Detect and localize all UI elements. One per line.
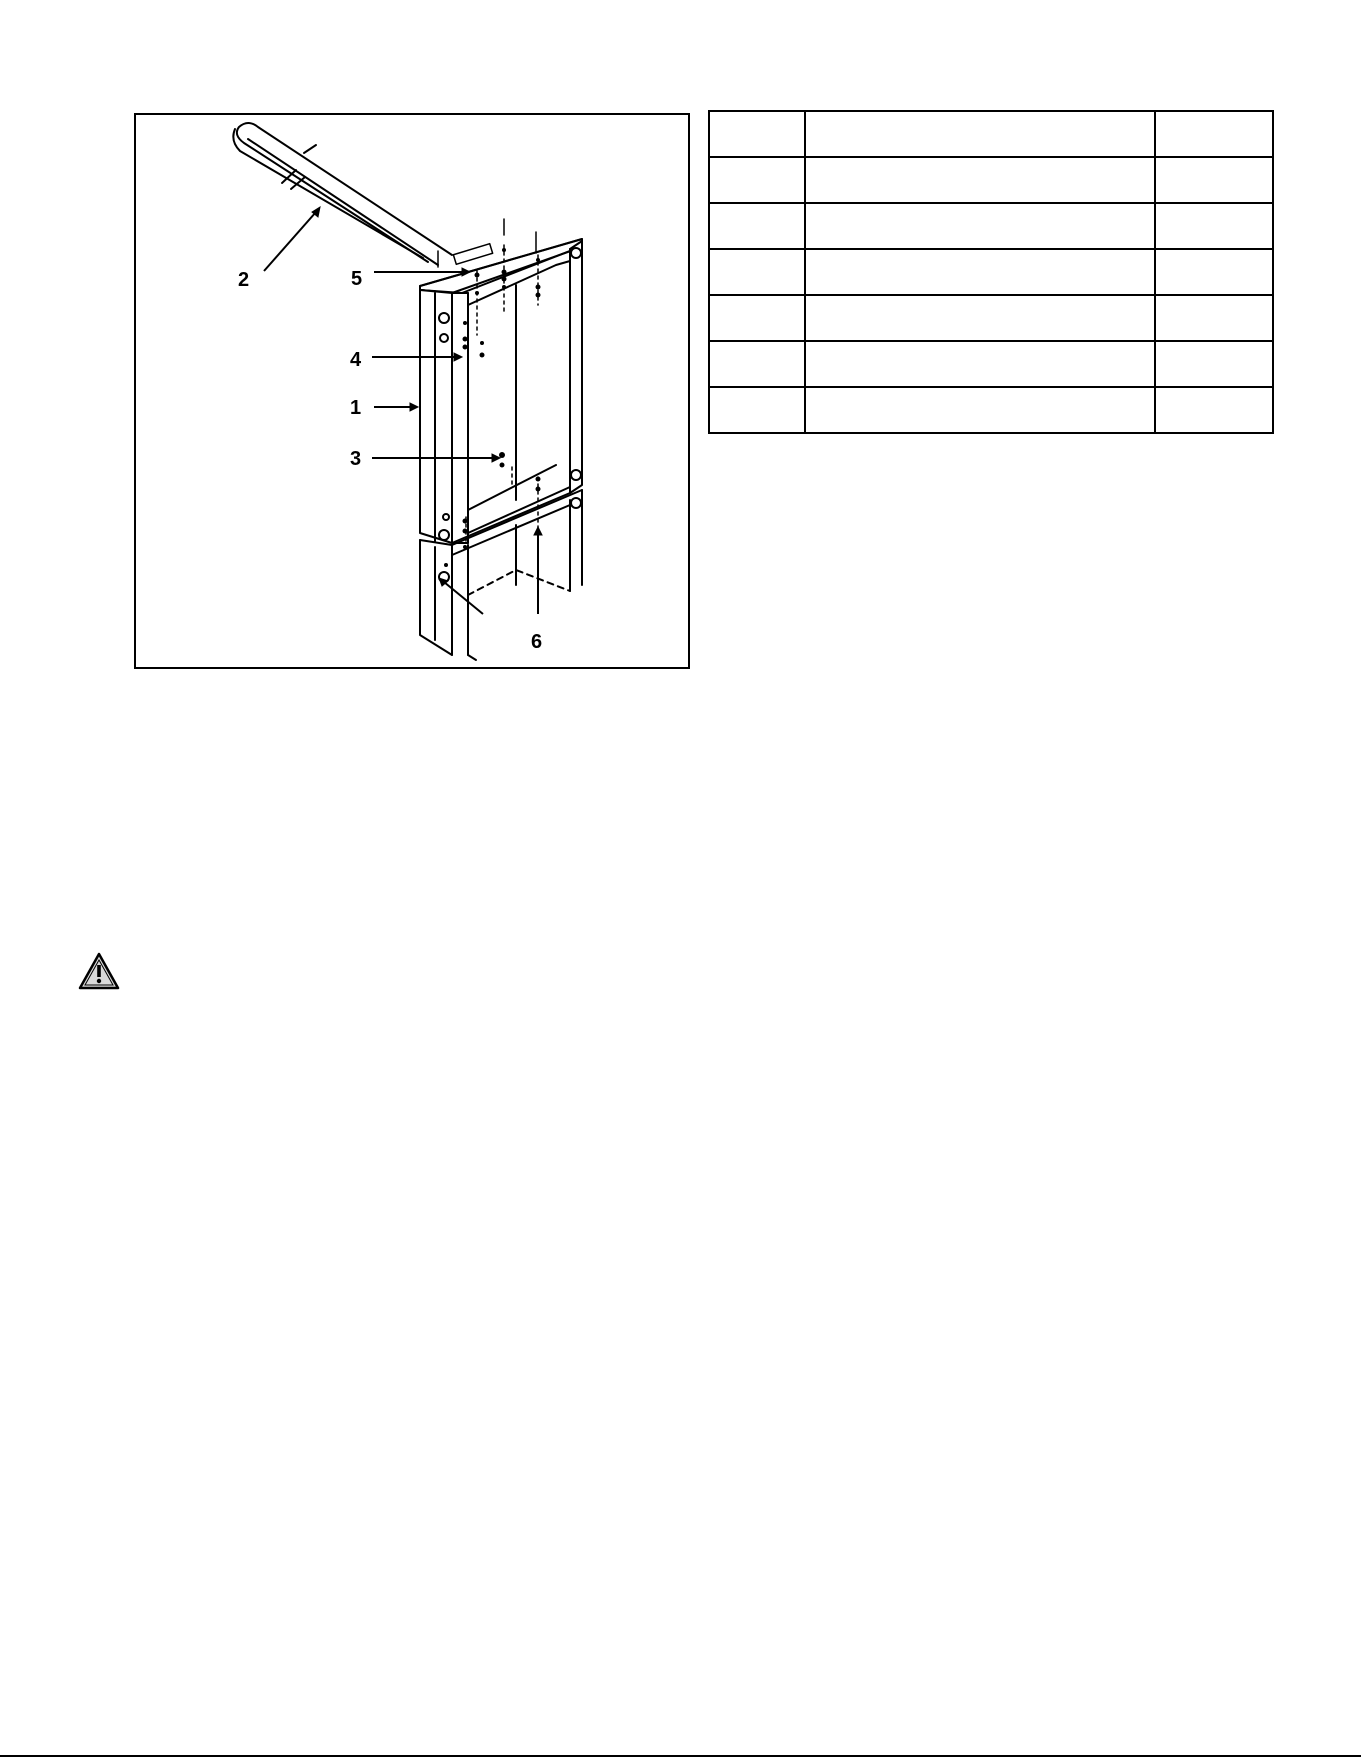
logo-plate xyxy=(453,244,492,265)
callout-5: 5 xyxy=(351,268,363,290)
handle-drawing xyxy=(233,123,452,265)
table-cell xyxy=(709,111,805,157)
table-cell xyxy=(709,157,805,203)
table-cell xyxy=(1155,341,1273,387)
table-cell xyxy=(1155,295,1273,341)
callout-1: 1 xyxy=(350,397,362,419)
upper-frame-drawing xyxy=(420,239,582,543)
table-cell xyxy=(709,203,805,249)
table-row xyxy=(709,157,1273,203)
table-row xyxy=(709,111,1273,157)
table-cell xyxy=(709,249,805,295)
table-row xyxy=(709,341,1273,387)
callout-4: 4 xyxy=(350,349,362,371)
table-row xyxy=(709,295,1273,341)
table-cell xyxy=(1155,203,1273,249)
table-row xyxy=(709,387,1273,433)
table-row xyxy=(709,203,1273,249)
table-cell xyxy=(805,203,1155,249)
table-cell xyxy=(1155,157,1273,203)
table-cell xyxy=(805,341,1155,387)
table-cell xyxy=(805,157,1155,203)
table-cell xyxy=(1155,111,1273,157)
table-cell xyxy=(1155,249,1273,295)
callout-labels xyxy=(238,268,542,653)
callout-6: 6 xyxy=(531,631,543,653)
warning-triangle-icon xyxy=(78,952,120,990)
table-cell xyxy=(1155,387,1273,433)
table-cell xyxy=(805,387,1155,433)
assembly-illustration xyxy=(136,115,688,667)
callout-2: 2 xyxy=(238,269,250,291)
table-cell xyxy=(805,249,1155,295)
assembly-figure xyxy=(134,113,690,669)
table-cell xyxy=(709,387,805,433)
table-cell xyxy=(805,295,1155,341)
table-row xyxy=(709,249,1273,295)
table-cell xyxy=(709,341,805,387)
table-cell xyxy=(805,111,1155,157)
parts-table xyxy=(708,110,1274,434)
table-cell xyxy=(709,295,805,341)
callout-3: 3 xyxy=(350,448,362,470)
footer-rule xyxy=(0,1755,1361,1757)
